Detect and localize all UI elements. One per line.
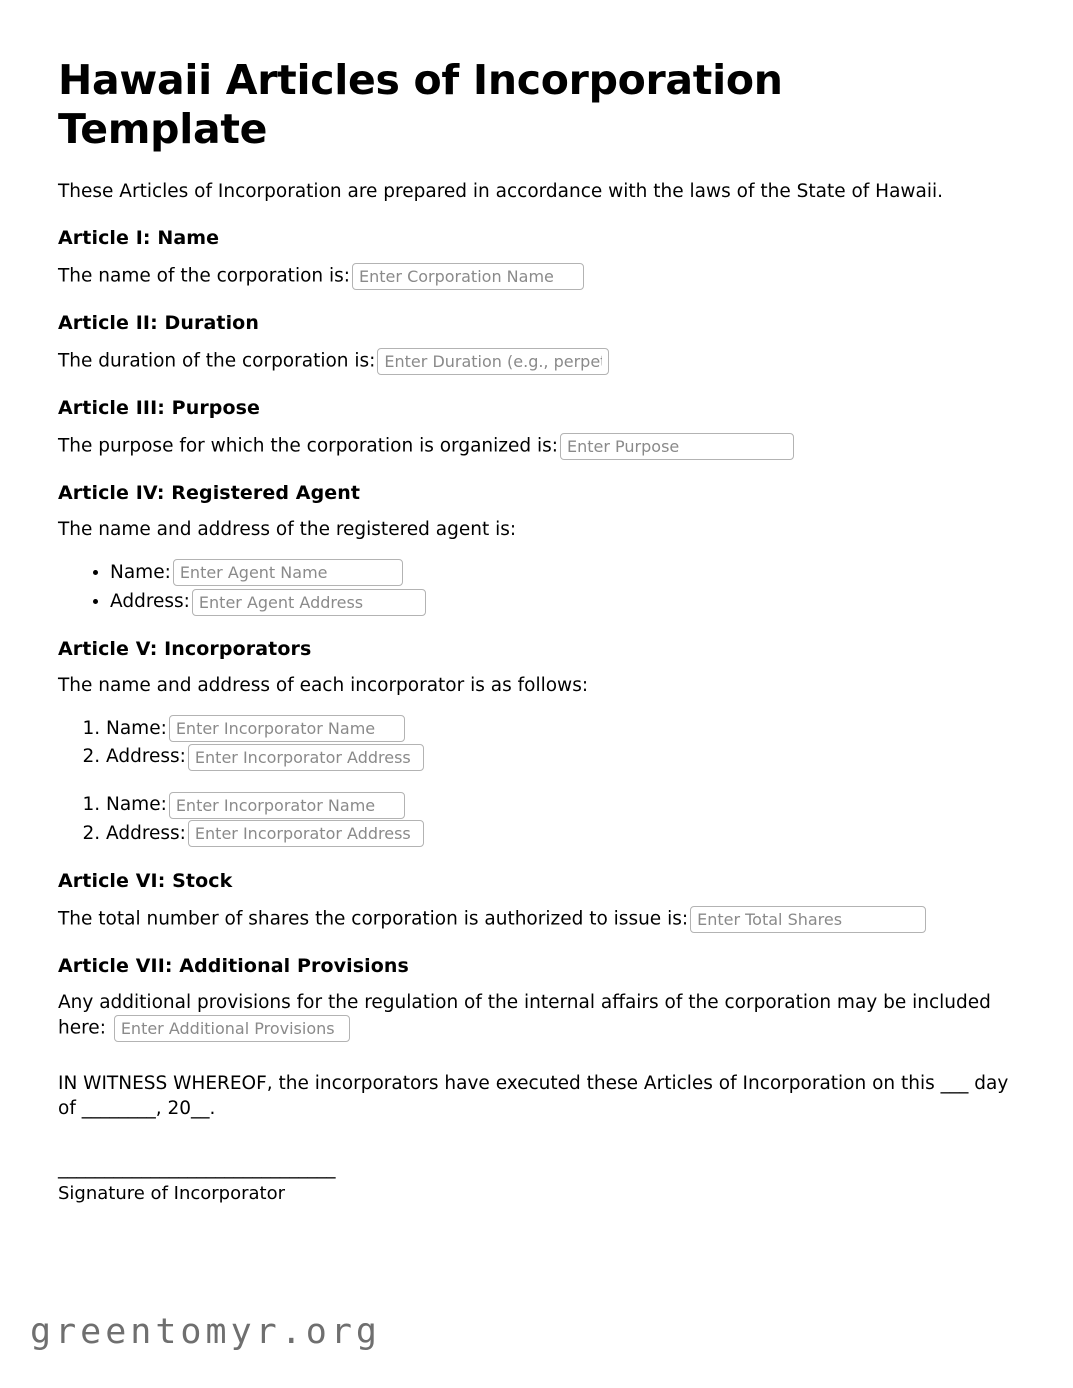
article-heading-incorporators: Article V: Incorporators: [58, 638, 312, 661]
list-item: [110, 559, 1015, 587]
witness-clause: IN WITNESS WHEREOF, the incorporators have executed these Articles of Incorporation on this ___ day of ________, 20__.: [58, 1073, 1009, 1120]
page-title: Hawaii Articles of Incorporation Template: [58, 56, 783, 154]
incorporator-2-name-input[interactable]: [169, 792, 405, 819]
signature-caption: Signature of Incorporator: [58, 1182, 285, 1204]
duration-input[interactable]: [377, 348, 609, 375]
agent-name-label: Name:: [110, 561, 171, 583]
agent-address-label: Address:: [110, 591, 190, 613]
incorporator-1-address-label: Address:: [106, 746, 186, 768]
agent-address-input[interactable]: [192, 589, 426, 616]
article-duration-label: The duration of the corporation is:: [58, 350, 376, 372]
article-additional-provisions-field-row: [58, 991, 998, 1043]
registered-agent-label: The name and address of the registered agent is:: [58, 518, 517, 540]
list-item: [106, 743, 1015, 771]
article-name-label: The name of the corporation is:: [58, 265, 351, 287]
article-additional-provisions-label: Any additional provisions for the regulation of the internal affairs of the corporation may be included here:: [58, 991, 991, 1039]
additional-provisions-input[interactable]: [114, 1015, 350, 1042]
article-stock-field-row: [58, 906, 1015, 933]
site-watermark: greentomyr.org: [30, 1312, 382, 1352]
article-name-field-row: [58, 263, 1015, 290]
article-stock-label: The total number of shares the corporation is authorized to issue is:: [58, 908, 689, 930]
article-purpose-label: The purpose for which the corporation is organized is:: [58, 435, 559, 457]
incorporator-1-name-input[interactable]: [169, 715, 405, 742]
article-heading-name: Article I: Name: [58, 226, 220, 249]
agent-name-input[interactable]: [173, 559, 403, 586]
registered-agent-list: [58, 559, 1015, 617]
article-heading-registered-agent: Article IV: Registered Agent: [58, 481, 361, 504]
corporation-name-input[interactable]: [352, 263, 584, 290]
article-duration-field-row: [58, 348, 1015, 375]
list-item: [106, 820, 1015, 848]
signature-block: [58, 1160, 1015, 1204]
list-item: [106, 791, 1015, 819]
intro-paragraph: These Articles of Incorporation are prepared in accordance with the laws of the State of Hawaii.: [58, 181, 944, 203]
article-heading-purpose: Article III: Purpose: [58, 396, 261, 419]
article-heading-additional-provisions: Article VII: Additional Provisions: [58, 954, 409, 977]
incorporator-2-address-label: Address:: [106, 822, 186, 844]
article-heading-duration: Article II: Duration: [58, 311, 259, 334]
incorporators-label: The name and address of each incorporator is as follows:: [58, 675, 589, 697]
list-item: [106, 715, 1015, 743]
article-purpose-field-row: [58, 433, 1015, 460]
purpose-input[interactable]: [560, 433, 794, 460]
total-shares-input[interactable]: [690, 906, 926, 933]
incorporator-2-address-input[interactable]: [188, 820, 424, 847]
incorporator-1-name-label: Name:: [106, 717, 167, 739]
list-item: [110, 588, 1015, 616]
incorporator-list-one: [58, 715, 1015, 772]
signature-line: ______________________________: [58, 1158, 336, 1180]
article-heading-stock: Article VI: Stock: [58, 869, 233, 892]
incorporator-2-name-label: Name:: [106, 794, 167, 816]
incorporator-list-two: [58, 791, 1015, 848]
incorporator-1-address-input[interactable]: [188, 744, 424, 771]
